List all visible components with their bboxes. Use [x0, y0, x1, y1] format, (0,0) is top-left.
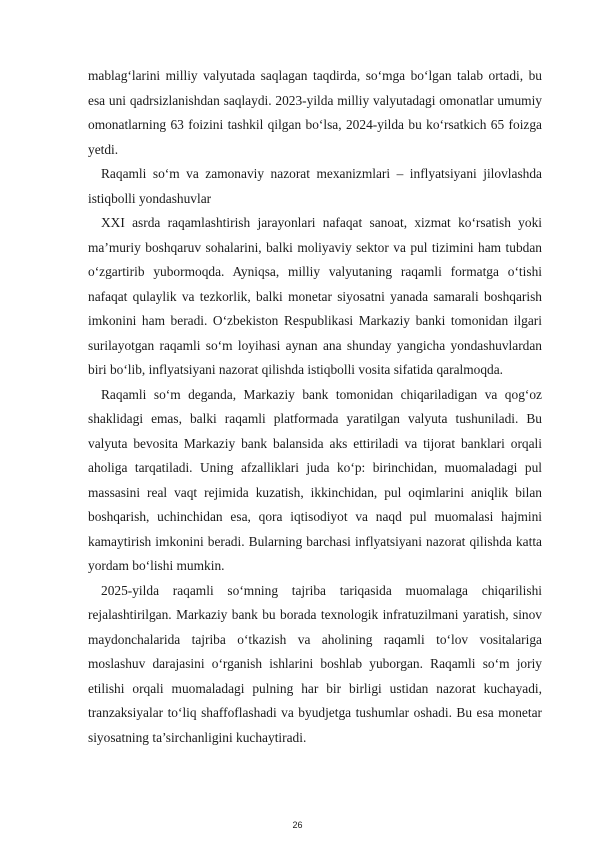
paragraph-2025-plan: 2025-yilda raqamli so‘mning tajriba tariqasida muomalaga chiqarilishi rejalashtirilgan. Markaziy bank bu borada texnologik infratuzilmani yaratish, sinov maydonchalarida tajriba o‘tkazish va aholining raqamli to‘lov vositalariga moslashuv darajasini o‘rganish ishlarini boshlab yuborgan. Raqamli so‘m joriy etilishi orqali muomaladagi pulning har bir birligi ustidan nazorat kuchayadi, tranzaksiyalar to‘liq shaffoflashadi va byudjetga tushumlar oshadi. Bu esa monetar siyosatning ta’sirchanligini kuchaytiradi.: [88, 582, 542, 745]
document-body: [88, 64, 542, 750]
section-heading: Raqamli so‘m va zamonaviy nazorat mexanizmlari – inflyatsiyani jilovlashda istiqbolli yondashuvlar: [88, 166, 542, 206]
page-number: 26: [292, 820, 303, 830]
paragraph-digitalization: XXI asrda raqamlashtirish jarayonlari nafaqat sanoat, xizmat ko‘rsatish yoki ma’muriy boshqaruv sohalarini, balki moliyaviy sektor va pul tizimini ham tubdan o‘zgartirib yubormoqda. Ayniqsa, milliy valyutaning raqamli formatga o‘tishi nafaqat qulaylik va tezkorlik, balki monetar siyosatni yanada samarali boshqarish imkonini ham beradi. O‘zbekiston Respublikasi Markaziy banki tomonidan ilgari surilayotgan raqamli so‘m loyihasi aynan ana shunday yangicha yondashuvlardan biri bo‘lib, inflyatsiyani nazorat qilishda istiqbolli vosita sifatida qaralmoqda.: [88, 215, 542, 377]
paragraph-continuation: mablag‘larini milliy valyutada saqlagan taqdirda, so‘mga bo‘lgan talab ortadi, bu esa uni qadrsizlanishdan saqlaydi. 2023-yilda milliy valyutadagi omonatlar umumiy omonatlarning 63 foizini tashkil qilgan bo‘lsa, 2024-yilda bu ko‘rsatkich 65 foizga yetdi.: [88, 68, 542, 157]
paragraph-digital-som-definition: Raqamli so‘m deganda, Markaziy bank tomonidan chiqariladigan va qog‘oz shaklidagi emas, balki raqamli platformada yaratilgan valyuta tushuniladi. Bu valyuta bevosita Markaziy bank balansida aks ettiriladi va tijorat banklari orqali aholiga tarqatiladi. Uning afzalliklari juda ko‘p: birinchidan, muomaladagi pul massasini real vaqt rejimida kuzatish, ikkinchidan, pul oqimlarini aniqlik bilan boshqarish, uchinchidan esa, qora iqtisodiyot va naqd pul muomalasi hajmini kamaytirish imkonini beradi. Bularning barchasi inflyatsiyani nazorat qilishda katta yordam bo‘lishi mumkin.: [88, 386, 542, 573]
